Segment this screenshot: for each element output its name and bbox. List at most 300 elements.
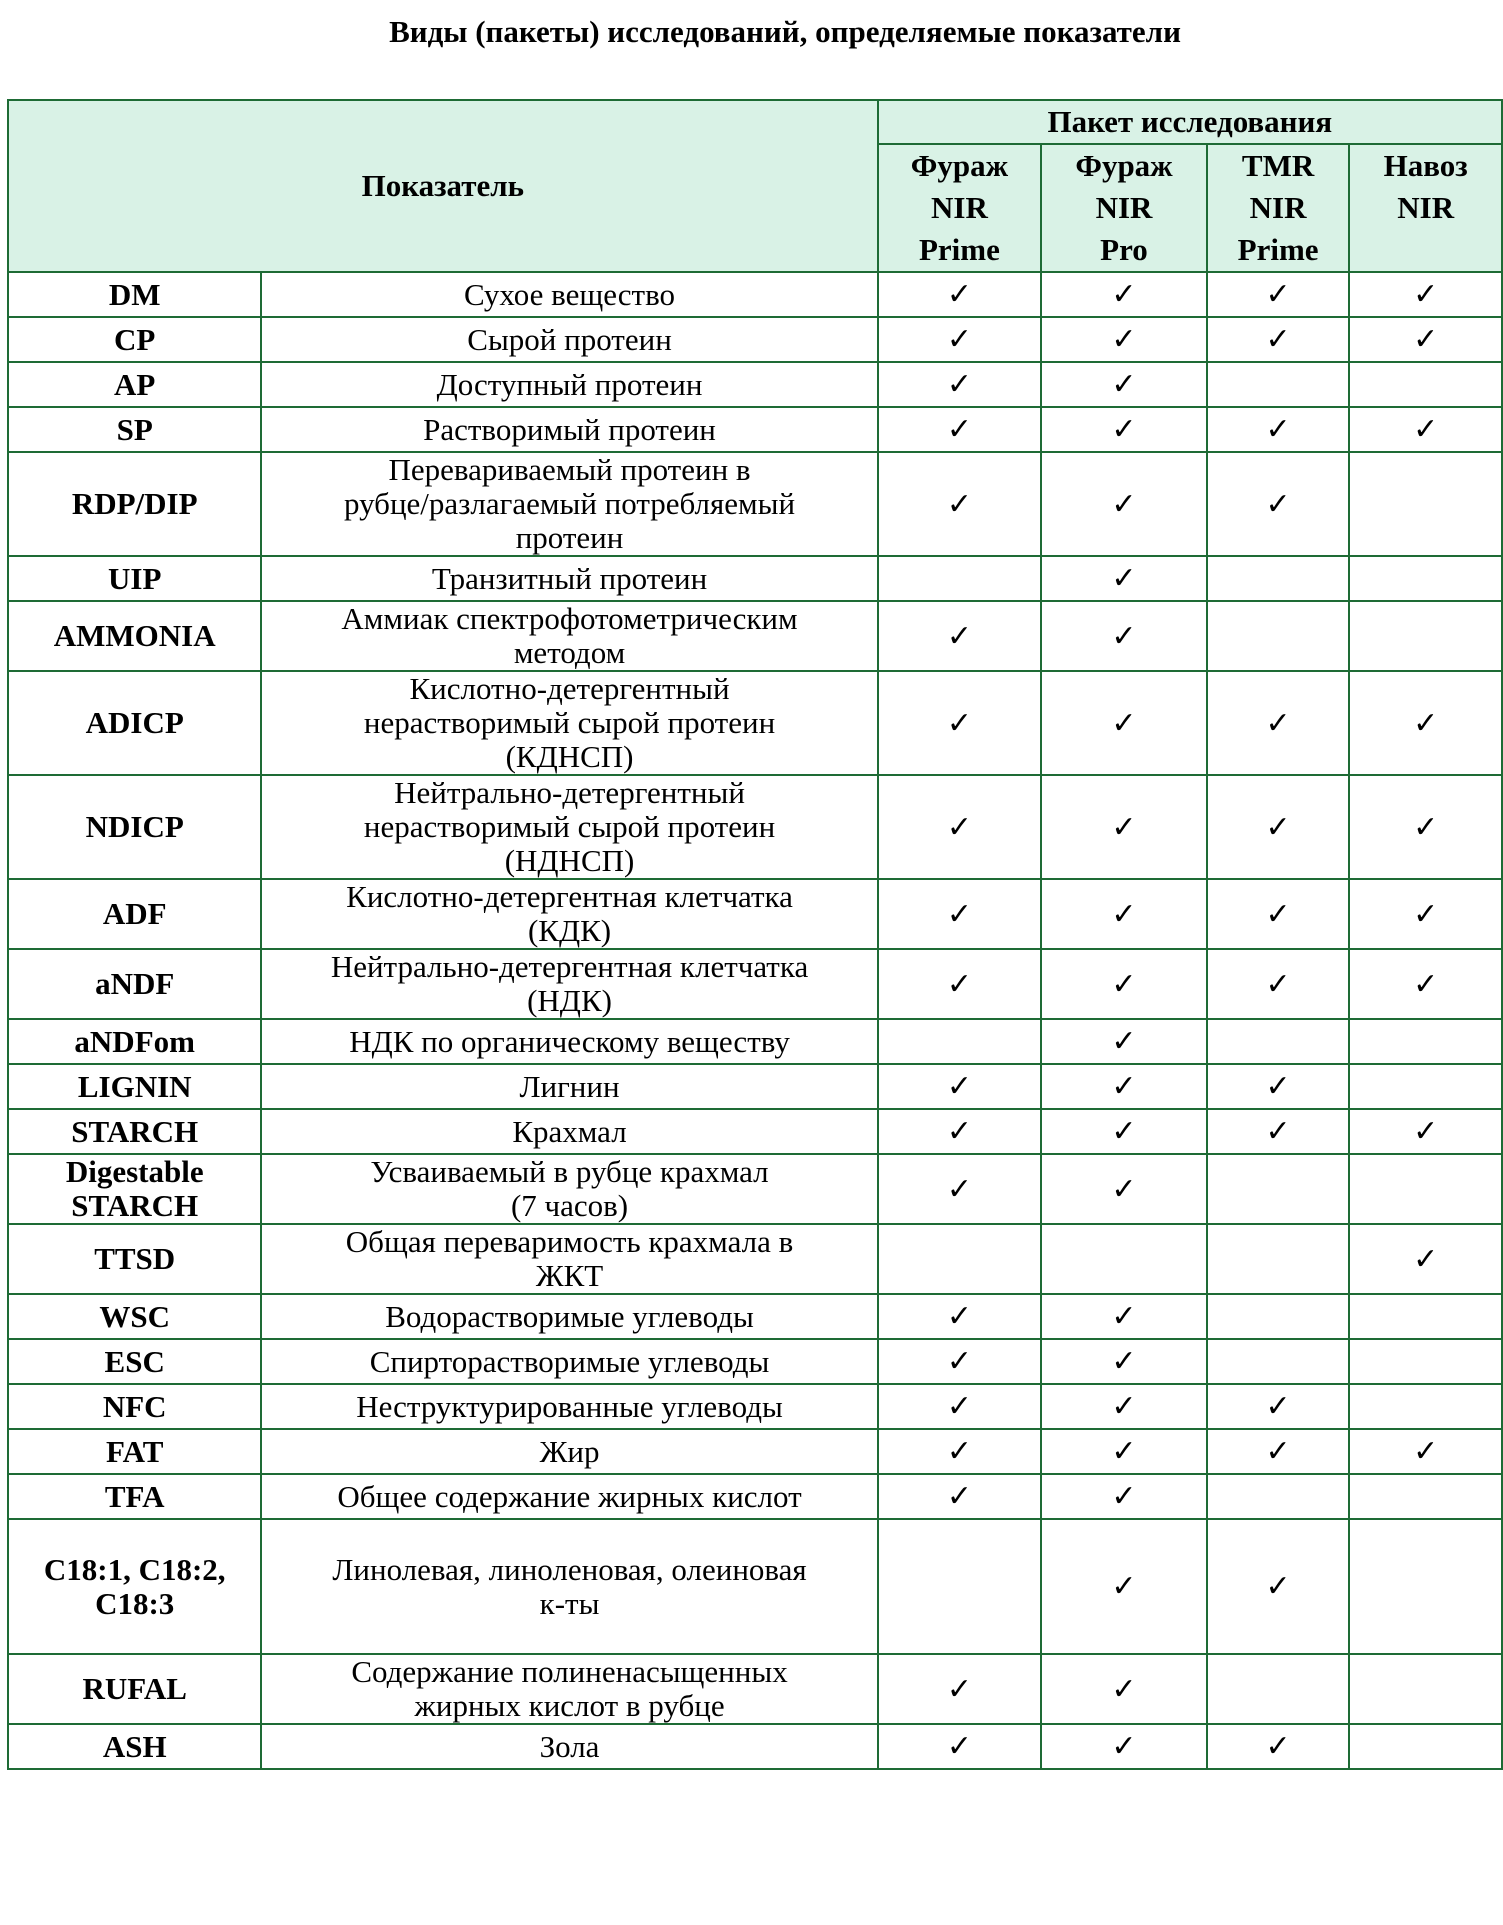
indicator-code-line: UIP (108, 561, 162, 596)
package-cell (878, 1724, 1042, 1769)
table-row (8, 556, 1502, 601)
indicator-description (261, 1474, 877, 1519)
indicator-code-line: WSC (99, 1299, 171, 1334)
indicator-code-line: NDICP (85, 809, 184, 844)
indicator-description-line: Нейтрально-детергентная клетчатка (330, 949, 809, 984)
indicator-code-line: LIGNIN (77, 1069, 192, 1104)
indicator-code-line: CP (114, 322, 156, 357)
package-cell (1207, 452, 1350, 556)
indicator-description (261, 362, 877, 407)
package-cell (1207, 1224, 1350, 1294)
package-label-line: NIR (1397, 190, 1455, 225)
package-cell (1041, 671, 1207, 775)
check-icon: ✓ (1413, 705, 1439, 741)
indicator-code-line: ESC (104, 1344, 165, 1379)
package-cell (878, 671, 1042, 775)
indicator-description-line: Сухое вещество (464, 277, 675, 312)
table-row (8, 1724, 1502, 1769)
check-icon: ✓ (1111, 1569, 1137, 1604)
indicator-code (8, 1654, 261, 1724)
indicator-code-line: FAT (106, 1434, 164, 1469)
indicator-description-line: Водорастворимые углеводы (385, 1299, 754, 1334)
indicator-code (8, 949, 261, 1019)
indicator-description-line: Кислотно-детергентный (409, 671, 730, 706)
table-row (8, 1294, 1502, 1339)
package-cell (1041, 1019, 1207, 1064)
package-cell (1207, 556, 1350, 601)
table-row (8, 1654, 1502, 1724)
check-icon: ✓ (1111, 561, 1137, 596)
check-icon: ✓ (946, 1671, 972, 1707)
indicator-code-line: C18:3 (95, 1585, 175, 1621)
package-cell (878, 1429, 1042, 1474)
indicator-code (8, 1519, 261, 1654)
indicator-code (8, 1474, 261, 1519)
check-icon: ✓ (1111, 1069, 1137, 1104)
indicator-description-line: протеин (515, 520, 624, 555)
package-cell (1041, 1064, 1207, 1109)
check-icon: ✓ (1265, 1434, 1291, 1469)
package-cell (1349, 272, 1502, 317)
package-cell (1041, 1294, 1207, 1339)
table-row (8, 1019, 1502, 1064)
package-cell (1207, 1294, 1350, 1339)
indicator-description-line: (7 часов) (510, 1188, 629, 1223)
check-icon: ✓ (1413, 322, 1439, 357)
check-icon: ✓ (946, 618, 972, 654)
check-icon: ✓ (946, 966, 972, 1002)
indicator-description-line: Общая переваримость крахмала в (345, 1224, 794, 1259)
indicator-code-line: TTSD (94, 1241, 176, 1276)
package-cell (1349, 362, 1502, 407)
table-row (8, 1154, 1502, 1224)
check-icon: ✓ (946, 1344, 972, 1379)
check-icon: ✓ (1413, 1434, 1439, 1469)
package-cell (1207, 601, 1350, 671)
check-icon: ✓ (1111, 486, 1137, 522)
package-cell (878, 949, 1042, 1019)
indicator-description (261, 949, 877, 1019)
package-cell (878, 601, 1042, 671)
check-icon: ✓ (946, 412, 972, 447)
table-row (8, 1429, 1502, 1474)
check-icon: ✓ (946, 1114, 972, 1149)
check-icon: ✓ (1265, 277, 1291, 312)
indicator-code (8, 1294, 261, 1339)
package-cell (1349, 1294, 1502, 1339)
package-cell (1349, 407, 1502, 452)
check-icon: ✓ (1111, 966, 1137, 1002)
check-icon: ✓ (1265, 966, 1291, 1002)
package-cell (1041, 879, 1207, 949)
table-row (8, 1519, 1502, 1654)
indicator-description (261, 1224, 877, 1294)
check-icon: ✓ (1111, 1024, 1137, 1059)
table-row (8, 1064, 1502, 1109)
check-icon: ✓ (1265, 486, 1291, 522)
package-label-line: Фураж (1075, 148, 1173, 183)
package-cell (1207, 879, 1350, 949)
check-icon: ✓ (1111, 618, 1137, 654)
package-cell (1207, 1474, 1350, 1519)
indicator-code (8, 1064, 261, 1109)
package-cell (1041, 1474, 1207, 1519)
indicator-code (8, 1154, 261, 1224)
indicator-code (8, 1724, 261, 1769)
package-cell (1207, 1019, 1350, 1064)
check-icon: ✓ (1111, 1389, 1137, 1424)
check-icon: ✓ (1413, 896, 1439, 932)
check-icon: ✓ (946, 277, 972, 312)
table-row (8, 949, 1502, 1019)
package-cell (1041, 272, 1207, 317)
check-icon: ✓ (1111, 1171, 1137, 1207)
indicator-code (8, 1019, 261, 1064)
check-icon: ✓ (946, 705, 972, 741)
package-cell (1041, 949, 1207, 1019)
indicator-code (8, 671, 261, 775)
header-package-group: Пакет исследования (878, 100, 1502, 144)
check-icon: ✓ (1111, 322, 1137, 357)
check-icon: ✓ (1265, 322, 1291, 357)
package-cell (1349, 1654, 1502, 1724)
check-icon: ✓ (1413, 277, 1439, 312)
package-cell (1207, 1724, 1350, 1769)
indicator-code (8, 879, 261, 949)
package-cell (878, 1019, 1042, 1064)
check-icon: ✓ (1265, 896, 1291, 932)
check-icon: ✓ (946, 486, 972, 522)
indicator-description-line: Нейтрально-детергентный (394, 775, 745, 810)
check-icon: ✓ (1413, 1114, 1439, 1149)
package-cell (1207, 1154, 1350, 1224)
indicator-description (261, 1109, 877, 1154)
indicator-description-line: нерастворимый сырой протеин (363, 809, 776, 844)
indicator-description-line: ЖКТ (535, 1258, 604, 1293)
package-label-line: NIR (931, 190, 988, 225)
package-cell (1041, 1724, 1207, 1769)
indicator-description (261, 556, 877, 601)
indicator-description-line: Перевариваемый протеин в (388, 452, 751, 487)
package-cell (878, 1384, 1042, 1429)
check-icon: ✓ (946, 1069, 972, 1104)
indicator-code (8, 452, 261, 556)
check-icon: ✓ (1111, 1114, 1137, 1149)
package-cell (1041, 407, 1207, 452)
indicator-description (261, 1019, 877, 1064)
indicator-code-line: SP (116, 412, 153, 447)
package-label-line: Фураж (910, 148, 1009, 183)
package-cell (1041, 1109, 1207, 1154)
indicator-description-line: (КДК) (527, 913, 612, 948)
package-cell (1041, 1339, 1207, 1384)
package-cell (1349, 1109, 1502, 1154)
check-icon: ✓ (946, 1389, 972, 1424)
check-icon: ✓ (1111, 1479, 1137, 1514)
indicator-description-line: к-ты (539, 1585, 600, 1621)
indicator-description (261, 317, 877, 362)
indicator-description (261, 1429, 877, 1474)
package-cell (1349, 1474, 1502, 1519)
package-cell (1207, 362, 1350, 407)
check-icon: ✓ (1265, 809, 1291, 845)
package-cell (878, 1474, 1042, 1519)
package-cell (878, 362, 1042, 407)
package-cell (1349, 671, 1502, 775)
table-row (8, 1109, 1502, 1154)
package-cell (878, 1519, 1042, 1654)
package-cell (1349, 949, 1502, 1019)
check-icon: ✓ (1111, 1299, 1137, 1334)
indicator-code (8, 272, 261, 317)
package-cell (1349, 1064, 1502, 1109)
table-row (8, 1224, 1502, 1294)
indicator-code (8, 407, 261, 452)
package-cell (1207, 1109, 1350, 1154)
check-icon: ✓ (1265, 1069, 1291, 1104)
check-icon: ✓ (1111, 809, 1137, 845)
check-icon: ✓ (1413, 809, 1439, 845)
package-label-line: Prime (918, 232, 1000, 267)
package-label-line: NIR (1249, 190, 1307, 225)
indicator-description-line: (НДНСП) (504, 843, 635, 878)
check-icon: ✓ (946, 367, 972, 402)
indicator-code-line: RDP/DIP (71, 486, 198, 521)
indicator-description-line: нерастворимый сырой протеин (363, 705, 776, 740)
indicator-code (8, 1429, 261, 1474)
check-icon: ✓ (946, 1299, 972, 1334)
check-icon: ✓ (1111, 367, 1137, 402)
package-cell (1041, 1519, 1207, 1654)
package-cell (1207, 1339, 1350, 1384)
indicator-description (261, 1519, 877, 1654)
indicator-description (261, 1064, 877, 1109)
check-icon: ✓ (1265, 1389, 1291, 1424)
indicator-code-line: DM (108, 277, 161, 312)
indicator-description (261, 671, 877, 775)
indicator-code-line: TFA (104, 1479, 165, 1514)
table-row (8, 775, 1502, 879)
package-cell (1041, 775, 1207, 879)
check-icon: ✓ (1265, 1114, 1291, 1149)
indicator-code-line: AP (114, 367, 156, 402)
package-label-line: NIR (1095, 190, 1153, 225)
package-cell (1207, 1519, 1350, 1654)
check-icon: ✓ (1265, 412, 1291, 447)
package-label-line: Prime (1237, 232, 1319, 267)
table-row (8, 1339, 1502, 1384)
indicator-description-line: методом (513, 635, 626, 670)
package-cell (1207, 407, 1350, 452)
indicator-description-line: Сырой протеин (467, 322, 672, 357)
check-icon: ✓ (946, 809, 972, 845)
package-cell (1349, 1384, 1502, 1429)
indicator-code-line: aNDFom (74, 1024, 195, 1059)
package-cell (878, 879, 1042, 949)
indicator-description (261, 407, 877, 452)
package-cell (1041, 362, 1207, 407)
package-cell (878, 1654, 1042, 1724)
indicator-description (261, 272, 877, 317)
indicator-description-line: Растворимый протеин (423, 412, 716, 447)
header-package-1 (878, 144, 1042, 272)
check-icon: ✓ (946, 1479, 972, 1514)
package-cell (878, 1154, 1042, 1224)
indicator-code (8, 1224, 261, 1294)
package-label-line: Pro (1100, 232, 1148, 267)
indicator-description-line: (КДНСП) (505, 739, 634, 774)
package-cell (1349, 1154, 1502, 1224)
indicator-description-line: Крахмал (512, 1114, 627, 1149)
package-cell (1207, 272, 1350, 317)
check-icon: ✓ (1111, 277, 1137, 312)
header-package-2 (1041, 144, 1207, 272)
package-cell (1041, 1154, 1207, 1224)
package-cell (878, 1294, 1042, 1339)
check-icon: ✓ (1111, 1434, 1137, 1469)
table-row (8, 1384, 1502, 1429)
package-cell (878, 272, 1042, 317)
indicator-code-line: ASH (102, 1729, 167, 1764)
indicator-code (8, 317, 261, 362)
indicator-code (8, 1339, 261, 1384)
check-icon: ✓ (1111, 705, 1137, 741)
check-icon: ✓ (946, 1434, 972, 1469)
indicator-description (261, 1294, 877, 1339)
package-cell (878, 556, 1042, 601)
indicator-description (261, 601, 877, 671)
table-row (8, 317, 1502, 362)
package-cell (1207, 775, 1350, 879)
package-cell (1207, 671, 1350, 775)
indicators-table (7, 99, 1503, 1770)
indicator-description-line: Неструктурированные углеводы (356, 1389, 783, 1424)
check-icon: ✓ (1413, 966, 1439, 1002)
package-cell (1041, 1654, 1207, 1724)
indicator-description (261, 1384, 877, 1429)
package-cell (1207, 1654, 1350, 1724)
indicator-code-line: AMMONIA (53, 618, 216, 653)
indicator-description (261, 1724, 877, 1769)
package-cell (878, 407, 1042, 452)
indicator-description-line: Линолевая, линоленовая, олеиновая (332, 1551, 807, 1587)
indicator-description-line: Доступный протеин (436, 367, 703, 402)
page-title: Виды (пакеты) исследований, определяемые показатели (389, 14, 1181, 49)
check-icon: ✓ (946, 1171, 972, 1207)
package-cell (878, 1339, 1042, 1384)
package-cell (1349, 1019, 1502, 1064)
indicator-description-line: Кислотно-детергентная клетчатка (346, 879, 793, 914)
table-row (8, 452, 1502, 556)
indicator-description (261, 1654, 877, 1724)
table-row (8, 1474, 1502, 1519)
package-cell (878, 1224, 1042, 1294)
package-cell (1207, 1384, 1350, 1429)
indicator-code-line: STARCH (71, 1188, 199, 1223)
package-cell (1349, 1339, 1502, 1384)
check-icon: ✓ (1111, 412, 1137, 447)
check-icon: ✓ (1265, 1569, 1291, 1604)
indicator-code-line: NFC (102, 1389, 167, 1424)
indicator-code (8, 601, 261, 671)
indicator-code-line: ADICP (85, 705, 184, 740)
check-icon: ✓ (1111, 1729, 1137, 1764)
indicator-description-line: Содержание полиненасыщенных (351, 1654, 788, 1689)
indicator-code (8, 556, 261, 601)
package-cell (1041, 1224, 1207, 1294)
indicator-description-line: Спирторастворимые углеводы (369, 1344, 770, 1379)
package-cell (1349, 452, 1502, 556)
table-row (8, 272, 1502, 317)
package-cell (1041, 1429, 1207, 1474)
indicator-code (8, 775, 261, 879)
package-cell (1349, 601, 1502, 671)
check-icon: ✓ (946, 322, 972, 357)
check-icon: ✓ (946, 896, 972, 932)
indicator-description-line: Усваиваемый в рубце крахмал (370, 1154, 769, 1189)
indicator-description (261, 879, 877, 949)
package-cell (878, 1064, 1042, 1109)
indicator-description-line: НДК по органическому веществу (349, 1024, 790, 1059)
indicator-code-line: ADF (102, 896, 167, 931)
check-icon: ✓ (1265, 705, 1291, 741)
indicator-code (8, 362, 261, 407)
package-cell (1349, 317, 1502, 362)
header-package-3 (1207, 144, 1350, 272)
indicator-description-line: Аммиак спектрофотометрическим (341, 601, 798, 636)
package-cell (1041, 556, 1207, 601)
package-cell (1207, 1064, 1350, 1109)
check-icon: ✓ (1413, 1241, 1439, 1277)
check-icon: ✓ (946, 1729, 972, 1764)
package-cell (1349, 1224, 1502, 1294)
indicator-description-line: Транзитный протеин (431, 561, 708, 596)
package-cell (878, 775, 1042, 879)
package-cell (1207, 949, 1350, 1019)
package-cell (1207, 1429, 1350, 1474)
table-row (8, 362, 1502, 407)
package-cell (1349, 556, 1502, 601)
indicator-description (261, 452, 877, 556)
indicator-description-line: (НДК) (527, 983, 612, 1018)
check-icon: ✓ (1111, 1344, 1137, 1379)
indicator-description-line: Лигнин (519, 1069, 620, 1104)
indicator-code-line: RUFAL (82, 1671, 187, 1706)
package-label-line: Навоз (1383, 148, 1468, 183)
table-row (8, 601, 1502, 671)
indicator-description-line: Общее содержание жирных кислот (337, 1479, 802, 1514)
header-package-4 (1349, 144, 1502, 272)
package-cell (1349, 1724, 1502, 1769)
package-cell (1349, 1429, 1502, 1474)
indicator-description (261, 775, 877, 879)
indicator-code-line: aNDF (95, 966, 175, 1001)
indicator-description-line: Зола (539, 1729, 600, 1764)
check-icon: ✓ (1265, 1729, 1291, 1764)
check-icon: ✓ (1111, 1671, 1137, 1707)
table-row (8, 407, 1502, 452)
package-cell (1041, 1384, 1207, 1429)
indicator-description-line: рубце/разлагаемый потребляемый (343, 486, 796, 521)
indicator-description (261, 1154, 877, 1224)
package-cell (1349, 879, 1502, 949)
indicator-code-line: C18:1, C18:2, (43, 1551, 226, 1587)
check-icon: ✓ (1111, 896, 1137, 932)
header-indicator: Показатель (8, 100, 878, 272)
package-cell (1041, 601, 1207, 671)
indicator-description-line: Жир (539, 1434, 600, 1469)
indicator-code (8, 1384, 261, 1429)
